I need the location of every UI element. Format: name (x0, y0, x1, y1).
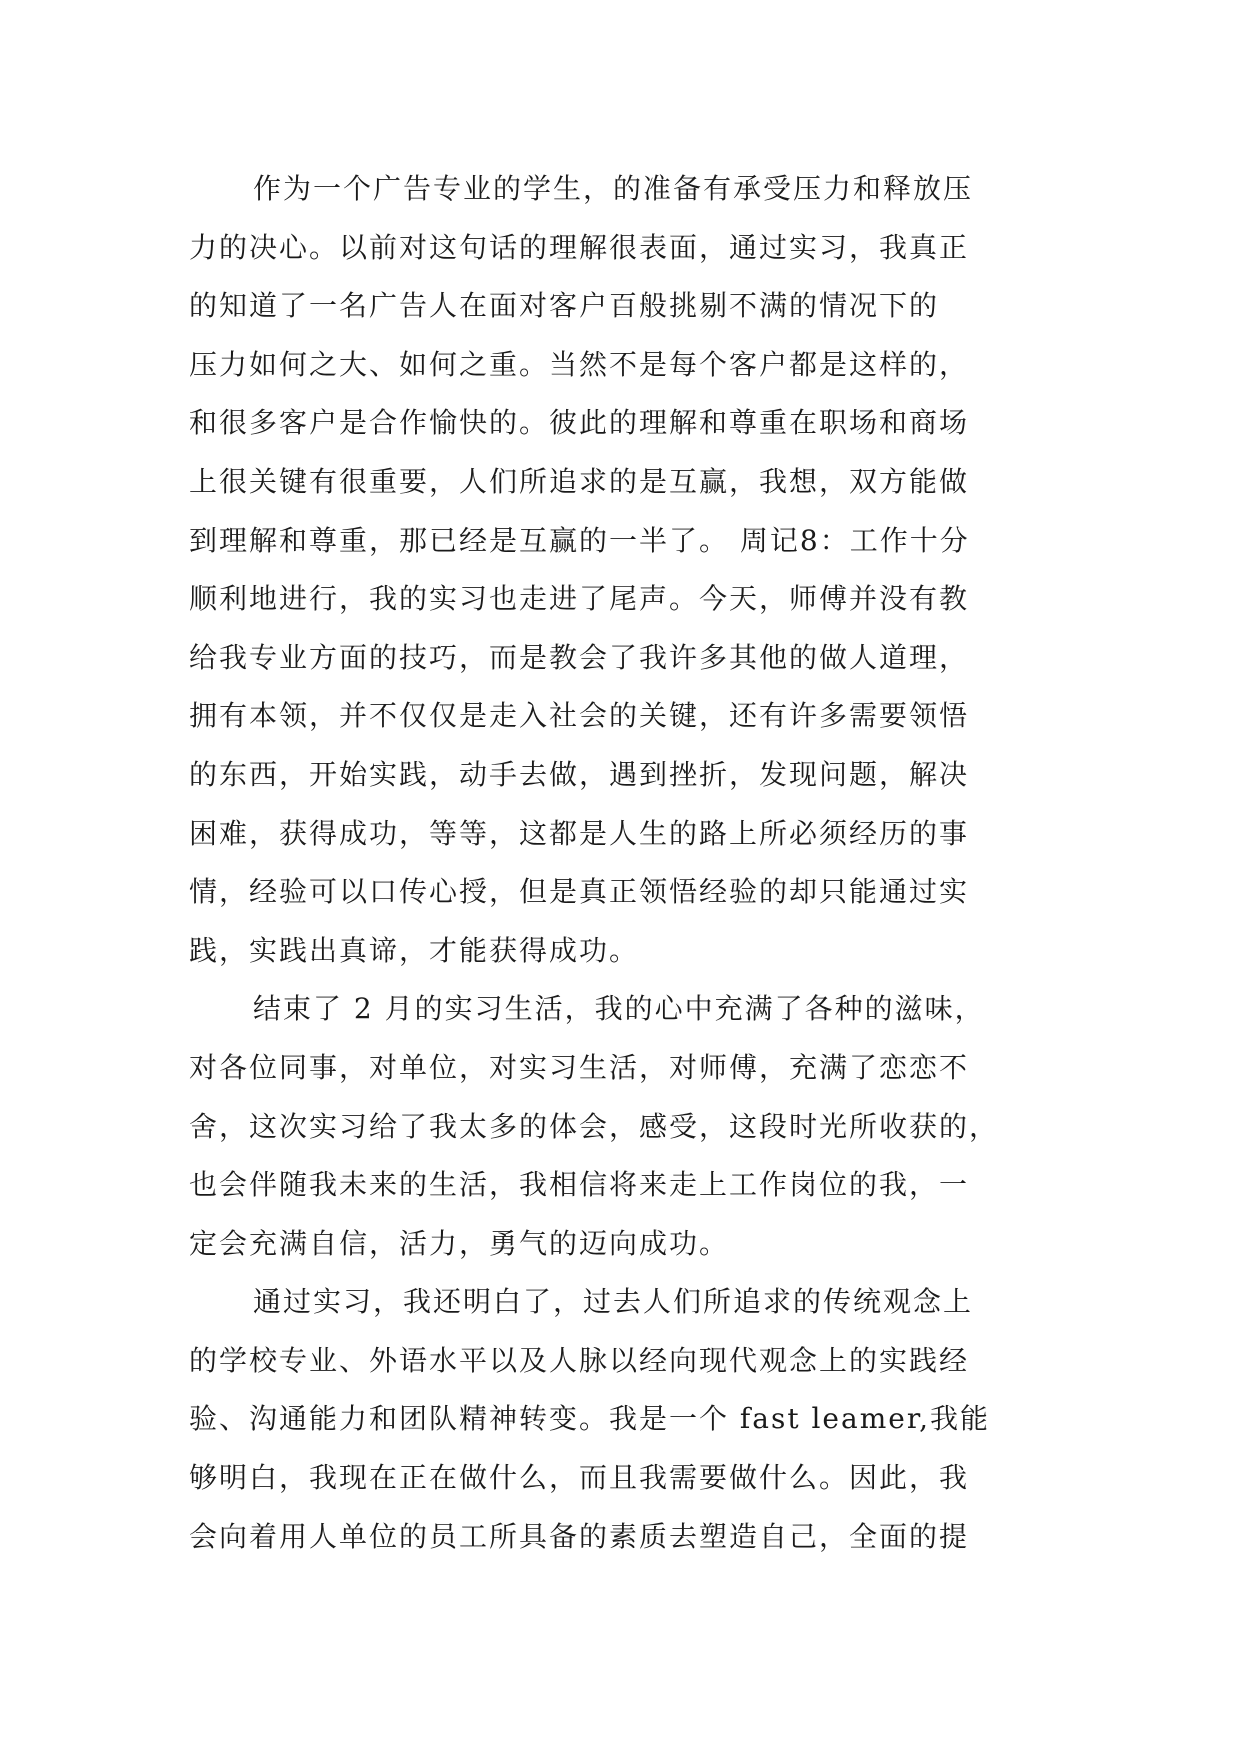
text-line: 到理解和尊重，那已经是互赢的一半了。 周记8：工作十分 (189, 523, 970, 557)
text-line: 困难，获得成功，等等，这都是人生的路上所必须经历的事 (189, 816, 970, 850)
text-line: 和很多客户是合作愉快的。彼此的理解和尊重在职场和商场 (189, 406, 970, 440)
text-line: 情，经验可以口传心授，但是真正领悟经验的却只能通过实 (189, 875, 970, 909)
text-line: 践，实践出真谛，才能获得成功。 (189, 933, 640, 967)
text-line: 验、沟通能力和团队精神转变。我是一个 fast leamer,我能 (189, 1402, 991, 1436)
text-line: 也会伴随我未来的生活，我相信将来走上工作岗位的我，一 (189, 1168, 970, 1202)
text-line: 给我专业方面的技巧，而是教会了我许多其他的做人道理， (189, 640, 970, 674)
text-line: 的学校专业、外语水平以及人脉以经向现代观念上的实践经 (189, 1343, 970, 1377)
text-line: 压力如何之大、如何之重。当然不是每个客户都是这样的， (189, 347, 970, 381)
document-body (189, 160, 1059, 1566)
text-line: 的东西，开始实践，动手去做，遇到挫折，发现问题，解决 (189, 757, 970, 791)
text-line: 会向着用人单位的员工所具备的素质去塑造自己，全面的提 (189, 1519, 970, 1553)
text-line: 对各位同事，对单位，对实习生活，对师傅，充满了恋恋不 (189, 1050, 970, 1084)
paragraph-2 (189, 980, 1059, 1273)
text-line: 定会充满自信，活力，勇气的迈向成功。 (189, 1226, 730, 1260)
text-line: 作为一个广告专业的学生，的准备有承受压力和释放压 (253, 172, 974, 205)
text-line: 舍，这次实习给了我太多的体会，感受，这段时光所收获的， (189, 1109, 1000, 1143)
text-line: 顺利地进行，我的实习也走进了尾声。今天，师傅并没有教 (189, 582, 970, 616)
text-line: 上很关键有很重要，人们所追求的是互赢，我想，双方能做 (189, 464, 970, 498)
text-line: 拥有本领，并不仅仅是走入社会的关键，还有许多需要领悟 (189, 699, 970, 733)
text-line: 通过实习，我还明白了，过去人们所追求的传统观念上 (253, 1285, 974, 1319)
text-line: 够明白，我现在正在做什么，而且我需要做什么。因此，我 (189, 1461, 970, 1495)
paragraph-3 (189, 1273, 1059, 1566)
paragraph-1 (189, 160, 1059, 980)
text-line: 的知道了一名广告人在面对客户百般挑剔不满的情况下的 (189, 289, 940, 323)
text-line: 力的决心。以前对这句话的理解很表面，通过实习，我真正 (189, 230, 970, 264)
text-line: 结束了 2 月的实习生活，我的心中充满了各种的滋味， (253, 992, 985, 1026)
